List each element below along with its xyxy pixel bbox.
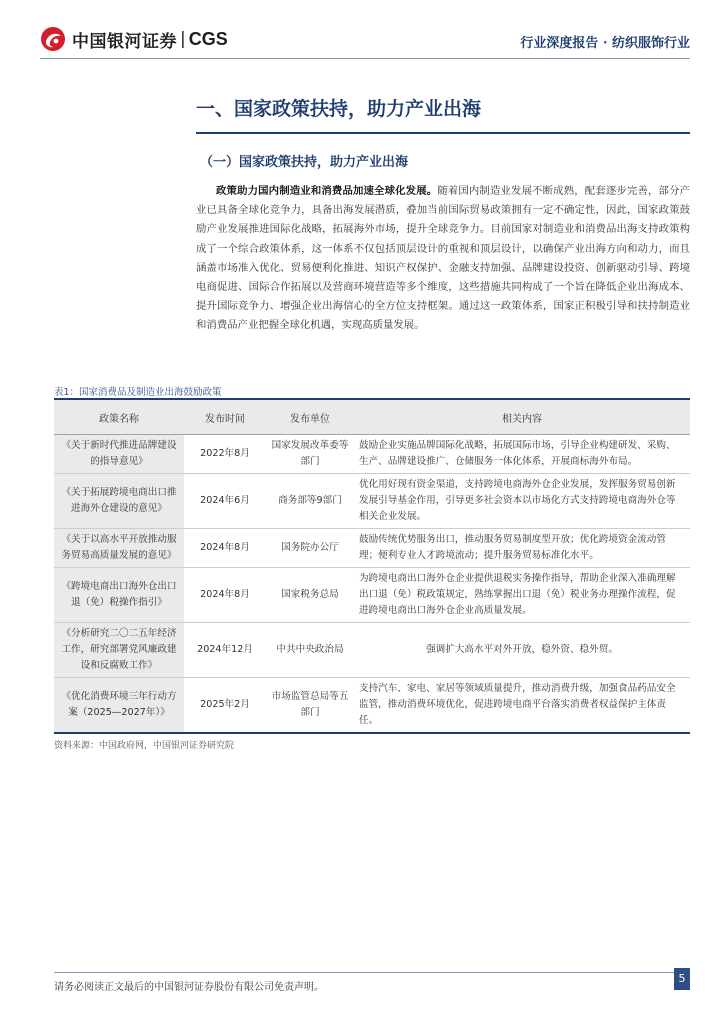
cell-policy-name: 《关于以高水平开放推动服务贸易高质量发展的意见》 <box>54 529 184 568</box>
table-row <box>54 623 690 678</box>
cell-policy-name: 《关于新时代推进品牌建设的指导意见》 <box>54 435 184 474</box>
section-subtitle: （一）国家政策扶持，助力产业出海 <box>200 155 409 170</box>
column-header-release-date: 发布时间 <box>184 399 266 435</box>
cell-policy-name: 《关于拓展跨境电商出口推进海外仓建设的意见》 <box>54 474 184 529</box>
cell-issuer: 国务院办公厅 <box>266 529 354 568</box>
footer-divider <box>54 972 690 973</box>
section-title-rule <box>196 132 690 134</box>
policy-table <box>54 398 690 734</box>
cell-content: 鼓励企业实施品牌国际化战略，拓展国际市场，引导企业构建研发、采购、生产、品牌建设推广、仓储服务一体化体系，开展商标海外布局。 <box>354 435 690 474</box>
cgs-logo-icon <box>40 26 66 52</box>
brand-name-en: CGS <box>188 28 228 49</box>
section-title: 一、国家政策扶持，助力产业出海 <box>196 98 482 120</box>
page-number: 5 <box>674 968 690 990</box>
column-header-issuer: 发布单位 <box>266 399 354 435</box>
cell-issuer: 市场监管总局等五部门 <box>266 678 354 734</box>
table-row <box>54 568 690 623</box>
header-divider <box>40 58 690 59</box>
brand-separator: | <box>180 29 186 49</box>
body-paragraph <box>196 182 690 336</box>
cell-issuer: 国家发展改革委等部门 <box>266 435 354 474</box>
table-row <box>54 529 690 568</box>
cell-content: 强调扩大高水平对外开放，稳外资、稳外贸。 <box>354 623 690 678</box>
policy-table-wrapper <box>54 398 690 734</box>
cell-release-date: 2022年8月 <box>184 435 266 474</box>
table-header-row <box>54 399 690 435</box>
cell-release-date: 2024年8月 <box>184 568 266 623</box>
table-row <box>54 678 690 734</box>
cell-content: 优化用好现有资金渠道，支持跨境电商海外仓企业发展，发挥服务贸易创新发展引导基金作用，引导更多社会资本以市场化方式支持跨境电商海外仓等相关企业发展。 <box>354 474 690 529</box>
cell-issuer: 中共中央政治局 <box>266 623 354 678</box>
table-caption: 表1：国家消费品及制造业出海鼓励政策 <box>54 387 222 398</box>
cell-policy-name: 《跨境电商出口海外仓出口退（免）税操作指引》 <box>54 568 184 623</box>
cell-release-date: 2024年6月 <box>184 474 266 529</box>
cell-release-date: 2024年8月 <box>184 529 266 568</box>
column-header-content: 相关内容 <box>354 399 690 435</box>
table-row <box>54 474 690 529</box>
table-row <box>54 435 690 474</box>
cell-release-date: 2025年2月 <box>184 678 266 734</box>
disclaimer-text: 请务必阅读正文最后的中国银河证券股份有限公司免责声明。 <box>54 982 324 993</box>
table-source: 资料来源：中国政府网，中国银河证券研究院 <box>54 741 235 751</box>
cell-policy-name: 《优化消费环境三年行动方案（2025—2027年）》 <box>54 678 184 734</box>
cell-issuer: 商务部等9部门 <box>266 474 354 529</box>
paragraph-lead: 政策助力国内制造业和消费品加速全球化发展。 <box>216 185 438 197</box>
brand-name-cn: 中国银河证券 <box>72 31 177 52</box>
page-header <box>40 22 690 58</box>
paragraph-body: 随着国内制造业发展不断成熟，配套逐步完善，部分产业已具备全球化竞争力，具备出海发展潜质，叠加当前国际贸易政策拥有一定不确定性，因此，国家政策鼓励产业发展推进国际化战略，拓展海外市场，提升全球竞争力。目前国家对制造业和消费品出海支持政策构成了一个综合政策体系，这一体系不仅包括顶层设计的重视和顶层设计，以确保产业出海方向和动力，而且涵盖市场准入优化、贸易便利化推进、知识产权保护、金融支持加强、品牌建设投资、创新驱动引导、跨境电商促进、国际合作拓展以及营商环境营造等多个维度，这些措施共同构成了一个旨在降低企业出海成本、提升国际竞争力、增强企业出海信心的全方位支持框架。通过这一政策体系，国家正积极引导和扶持制造业和消费品产业把握全球化机遇，实现高质量发展。 <box>196 185 691 332</box>
cell-policy-name: 《分析研究二〇二五年经济工作，研究部署党风廉政建设和反腐败工作》 <box>54 623 184 678</box>
column-header-policy-name: 政策名称 <box>54 399 184 435</box>
cell-issuer: 国家税务总局 <box>266 568 354 623</box>
cell-content: 鼓励传统优势服务出口，推动服务贸易制度型开放；优化跨境资金流动管理；便利专业人才跨境流动；提升服务贸易标准化水平。 <box>354 529 690 568</box>
cell-content: 为跨境电商出口海外仓企业提供退税实务操作指导，帮助企业深入准确理解出口退（免）税政策规定，熟练掌握出口退（免）税业务办理操作流程，促进跨境电商出口海外仓企业高质量发展。 <box>354 568 690 623</box>
brand-logo <box>40 26 228 52</box>
report-type: 行业深度报告 · 纺织服饰行业 <box>520 36 690 51</box>
cell-content: 支持汽车、家电、家居等领域质量提升，推动消费升级，加强食品药品安全监管，推动消费环境优化，促进跨境电商平台落实消费者权益保护主体责任。 <box>354 678 690 734</box>
page-footer <box>54 972 690 996</box>
cell-release-date: 2024年12月 <box>184 623 266 678</box>
